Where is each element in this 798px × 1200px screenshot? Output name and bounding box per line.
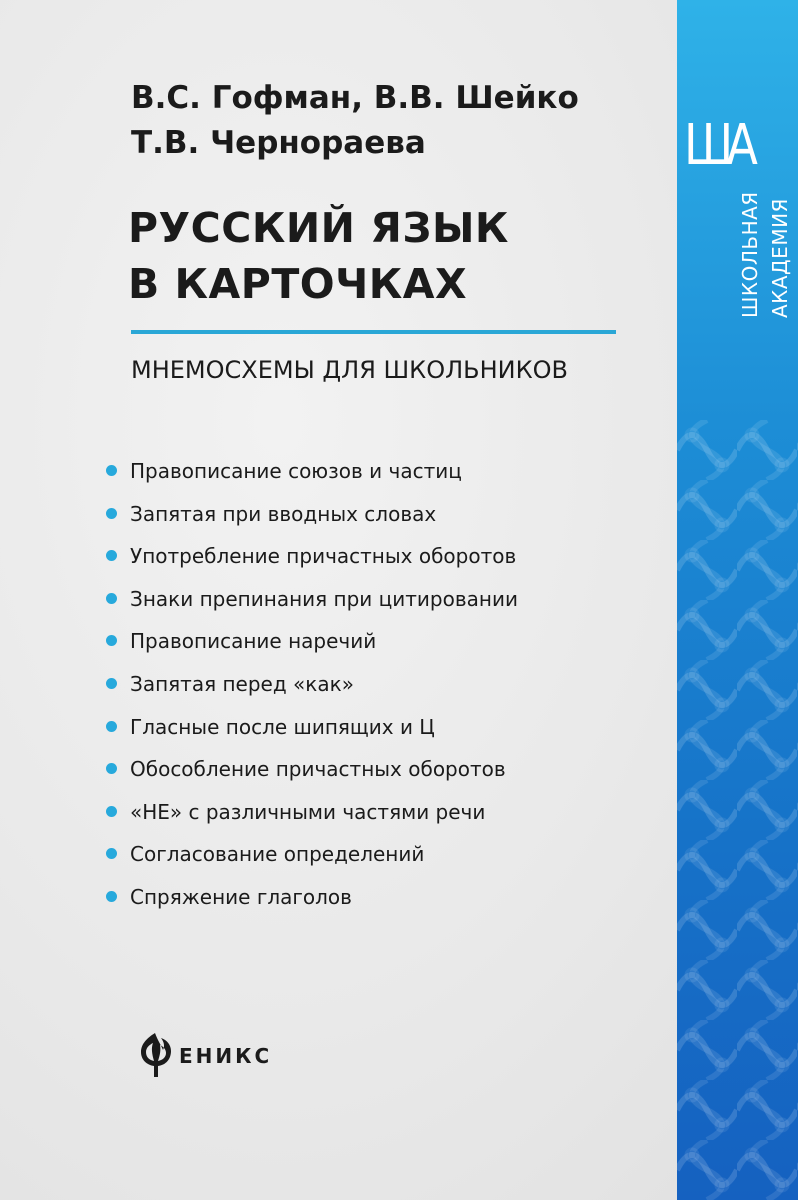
book-title	[128, 200, 668, 312]
title-divider	[131, 330, 616, 334]
topic-label: Согласование определений	[130, 842, 425, 867]
bullet-dot-icon	[106, 891, 117, 902]
book-subtitle: МНЕМОСХЕМЫ ДЛЯ ШКОЛЬНИКОВ	[131, 356, 568, 384]
bullet-dot-icon	[106, 550, 117, 561]
bullet-dot-icon	[106, 593, 117, 604]
series-title	[735, 168, 795, 318]
bullet-dot-icon	[106, 635, 117, 646]
bullet-dot-icon	[106, 806, 117, 817]
topic-label: Употребление причастных оборотов	[130, 544, 517, 569]
list-item	[102, 833, 518, 876]
topic-label: Правописание наречий	[130, 629, 377, 654]
bullet-dot-icon	[106, 465, 117, 476]
list-item	[102, 748, 518, 791]
bullet-dot-icon	[106, 678, 117, 689]
publisher-name: ЕНИКС	[179, 1044, 273, 1068]
list-item	[102, 876, 518, 919]
topic-label: «НЕ» с различными частями речи	[130, 799, 486, 824]
list-item	[102, 663, 518, 706]
topic-label: Запятая при вводных словах	[130, 501, 437, 526]
phoenix-icon	[133, 1030, 177, 1080]
series-logo: ШA	[684, 113, 752, 178]
list-item	[102, 791, 518, 834]
topic-label: Спряжение глаголов	[130, 884, 352, 909]
topic-label: Правописание союзов и частиц	[130, 459, 462, 483]
list-item	[102, 535, 518, 578]
topic-label: Знаки препинания при цитировании	[130, 586, 518, 611]
title-line-2: В КАРТОЧКАХ	[128, 260, 468, 308]
topic-list	[102, 450, 518, 919]
topic-label: Обособление причастных оборотов	[130, 757, 506, 782]
list-item	[102, 620, 518, 663]
author-line-2: Т.В. Чернораева	[131, 125, 426, 161]
bullet-dot-icon	[106, 763, 117, 774]
author-line-1: В.С. Гофман, В.В. Шейко	[131, 80, 579, 116]
list-item	[102, 578, 518, 621]
title-line-1: РУССКИЙ ЯЗЫК	[128, 204, 509, 252]
bullet-dot-icon	[106, 721, 117, 732]
topic-label: Гласные после шипящих и Ц	[130, 714, 435, 739]
bullet-dot-icon	[106, 508, 117, 519]
series-line-2: АКАДЕМИЯ	[768, 198, 792, 318]
list-item	[102, 450, 518, 493]
bullet-dot-icon	[106, 848, 117, 859]
authors	[131, 76, 651, 166]
topic-label: Запятая перед «как»	[130, 671, 354, 696]
list-item	[102, 706, 518, 749]
publisher-logo	[133, 1030, 293, 1080]
list-item	[102, 493, 518, 536]
series-line-1: ШКОЛЬНАЯ	[738, 191, 762, 318]
